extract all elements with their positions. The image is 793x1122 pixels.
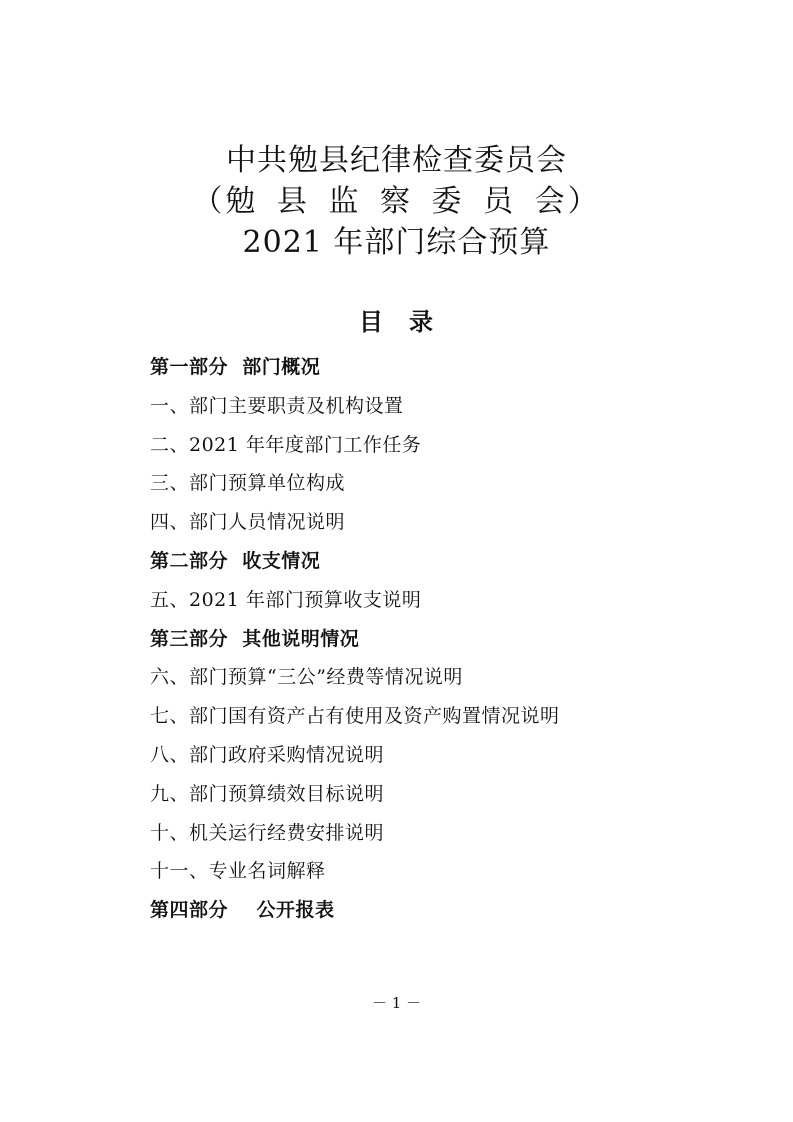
- toc-entry: 十、机关运行经费安排说明: [150, 821, 385, 844]
- document-title: [0, 140, 793, 263]
- toc-entry: 一、部门主要职责及机构设置: [150, 394, 404, 417]
- toc-entry: 五、2021 年部门预算收支说明: [150, 588, 422, 611]
- toc-part-4: 第四部分 公开报表: [150, 899, 335, 922]
- toc-part-1: 第一部分 部门概况: [150, 356, 321, 378]
- toc-entry: 十一、专业名词解释: [150, 860, 326, 883]
- title-line-budget: 2021 年部门综合预算: [242, 225, 551, 260]
- toc-part-2: 第二部分 收支情况: [150, 549, 321, 572]
- toc-entry: 六、部门预算“三公”经费等情况说明: [150, 666, 463, 689]
- toc-entry: 四、部门人员情况说明: [150, 511, 346, 534]
- toc-entry: 九、部门预算绩效目标说明: [150, 782, 385, 805]
- toc-entry: 七、部门国有资产占有使用及资产购置情况说明: [150, 705, 560, 728]
- page-number: － 1 －: [371, 994, 422, 1012]
- toc-entry: 八、部门政府采购情况说明: [150, 743, 385, 766]
- title-line-commission: （勉 县 监 察 委 员 会）: [192, 184, 601, 219]
- toc-entry: 二、2021 年年度部门工作任务: [150, 433, 422, 456]
- title-line-organization: 中共勉县纪律检查委员会: [226, 143, 567, 178]
- toc-entry: 三、部门预算单位构成: [150, 472, 346, 495]
- table-of-contents: [150, 351, 750, 933]
- toc-part-3: 第三部分 其他说明情况: [150, 627, 360, 650]
- toc-heading: 目 录: [359, 308, 434, 336]
